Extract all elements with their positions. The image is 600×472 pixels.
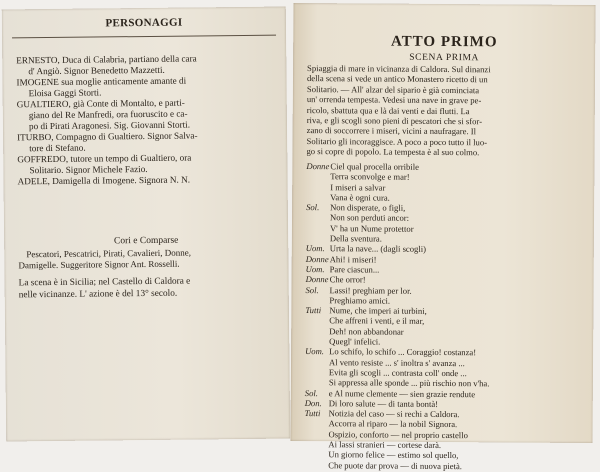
verse-line: Che orror!: [329, 274, 366, 285]
speaker-label: Uom.: [305, 264, 325, 275]
speaker-label: [305, 418, 329, 428]
stage-direction-line: Solitario. — All' alzar del sipario è già cominciata: [306, 83, 480, 96]
speaker-label: Donne: [306, 161, 330, 172]
verse-line: Della sventura.: [329, 233, 382, 244]
speaker-label: [306, 182, 330, 192]
cast-line: ADELE, Damigella di Imogene. Signora N. N.: [17, 174, 191, 187]
verse-line: Ai lassi stranieri — cortese darà.: [328, 439, 442, 451]
speaker-label: Donne: [305, 274, 329, 285]
speaker-label: Sol.: [306, 202, 320, 213]
cast-line: po di Pirati Aragonesi. Sig. Giovanni Storti.: [28, 119, 191, 132]
verse-line: Pare ciascun...: [329, 264, 380, 275]
stage-direction-line: Spiaggia di mare in vicinanza di Caldora. Sul dinanzi: [307, 63, 491, 75]
speaker-label: Uom.: [305, 346, 324, 357]
verse-line: Terra sconvolge e mar!: [330, 171, 410, 183]
dialogue-row: [304, 449, 489, 461]
scene-title: SCENA PRIMA: [409, 52, 480, 64]
verse-line: Lo schifo, lo schifo ... Coraggio! costanza!: [329, 346, 477, 358]
verse-line: Al vento resiste ... s' inoltra s' avanza ...: [328, 356, 465, 368]
cast-line: tore di Stefano.: [29, 142, 86, 154]
cast-line: ITURBO, Compagno di Gualtiero. Signor Salva-: [17, 130, 198, 143]
verse-line: Quegl' infelici.: [329, 336, 381, 347]
verse-line: I miseri a salvar: [330, 181, 386, 193]
speaker-label: Tutti: [304, 408, 321, 419]
chorus-line-2: Damigelle. Suggeritore Signor Ant. Rosselli.: [18, 258, 180, 271]
verse-line: V' ha un Nume protettor: [329, 222, 414, 234]
cast-line: giano del Re Manfredi, ora fuoruscito e ca-: [28, 108, 188, 121]
act-title: ATTO PRIMO: [390, 33, 498, 51]
speaker-label: [305, 336, 329, 346]
dialogue-row: [304, 460, 489, 472]
speaker-label: [306, 213, 330, 223]
heading-rule: [12, 35, 276, 39]
speaker-label: [305, 315, 329, 325]
dialogue-row: [306, 274, 491, 286]
speaker-label: [304, 439, 328, 449]
verse-line: Si appressa alle sponde ... più rischio non v'ha.: [328, 377, 490, 389]
verse-line: Vana è ogni cura.: [330, 192, 390, 203]
stage-direction-line: un' orrenda tempesta. Vedesi una nave in grave pe-: [306, 94, 482, 106]
setting-line-1: La scena è in Sicilia; nel Castello di Caldora e: [18, 276, 191, 289]
stage-direction-line: ricolo, sbattuta qua e là dai venti e dai flutti. La: [306, 104, 470, 116]
verse-line: Urta la nave... (dagli scogli): [329, 243, 427, 255]
verse-line: Che affreni i venti, e il mar,: [329, 315, 425, 327]
verse-line: Non disperate, o figli,: [330, 202, 406, 213]
verse-line: e Al nume clemente — sien grazie rendute: [328, 387, 476, 399]
verse-line: Ciel qual procella orribile: [330, 161, 419, 172]
speaker-label: [306, 171, 330, 181]
speaker-label: [305, 377, 329, 387]
cast-line: GUALTIERO, già Conte di Montalto, e parti-: [16, 97, 185, 110]
cast-line: IMOGENE sua moglie anticamente amante di: [16, 75, 187, 88]
cast-list: [16, 53, 198, 187]
dialogue-row: [305, 377, 490, 389]
chorus-heading: Cori e Comparse: [113, 235, 179, 247]
setting-line-2: nelle vicinanze. L' azione è del 13° secolo.: [18, 288, 178, 301]
stage-direction: [306, 63, 490, 158]
stage-direction-line: Solitario gli incoraggisce. A poco a poco tutto il luo-: [306, 135, 488, 148]
verse-line: Evita gli scogli ... contrasta coll' onde ...: [328, 367, 467, 379]
stage-direction-line: go si copre di popolo. La tempesta è al suo colmo.: [306, 146, 480, 158]
speaker-label: [304, 449, 328, 459]
speaker-label: Sol.: [304, 387, 318, 398]
verse-line: Notizia del caso — si rechi a Caldora.: [328, 408, 460, 420]
speaker-label: Don.: [304, 397, 322, 408]
dialogue-row: [306, 171, 491, 183]
verse-line: Ospizio, conforto — nel proprio castello: [328, 428, 468, 440]
verse-line: Preghiamo amici.: [329, 295, 391, 306]
speaker-label: [306, 192, 330, 202]
speaker-label: Sol.: [305, 284, 319, 295]
cast-line: Solitario. Signor Michele Fazio.: [29, 163, 148, 176]
verse-line: Accorra al riparo — la nobil Signora.: [328, 418, 458, 430]
cast-heading: PERSONAGGI: [105, 16, 183, 30]
verse-line: Di loro salute — di tanta bontà!: [328, 398, 439, 409]
cast-line: ERNESTO, Duca di Calabria, partiano della cara: [16, 53, 197, 66]
verse-line: Lassi! preghiam per lor.: [329, 284, 412, 296]
cast-line: Eloisa Gaggi Storti.: [28, 87, 102, 99]
speaker-label: Donne: [305, 253, 329, 264]
speaker-label: [306, 223, 330, 233]
speaker-label: [305, 357, 329, 367]
speaker-label: Uom.: [305, 243, 325, 254]
verse-line: Nume, che imperi ai turbini,: [329, 305, 427, 317]
dialogue-table: [304, 161, 491, 471]
speaker-label: [304, 460, 328, 470]
stage-direction-line: zano di soccorrere i miseri, vicini a naufragare. Il: [306, 125, 477, 137]
speaker-label: Tutti: [305, 305, 322, 316]
cast-line: d' Angiò. Signor Benedetto Mazzetti.: [28, 64, 165, 77]
stage-direction-line: riva, e gli scogli sono pieni di pescatori che si sfor-: [306, 115, 482, 127]
right-page: [290, 3, 595, 471]
speaker-label: [305, 295, 329, 305]
cast-line: GOFFREDO, tutore un tempo di Gualtiero, ora: [17, 152, 192, 165]
verse-line: Ahi! i miseri!: [329, 253, 377, 265]
speaker-label: [305, 326, 329, 336]
verse-line: Non son perduti ancor:: [329, 212, 410, 224]
verse-line: Deh! non abbandonar: [329, 325, 404, 337]
speaker-label: [304, 429, 328, 439]
stage-direction-line: della scena si vede un antico Monastero ricetto di un: [306, 73, 488, 85]
speaker-label: [306, 233, 330, 243]
left-page: [2, 7, 291, 442]
speaker-label: [305, 367, 329, 377]
chorus-line-1: Pescatori, Pescatrici, Pirati, Cavalieri, Donne,: [26, 247, 192, 260]
verse-line: Che puote dar prova — di nuova pietà.: [328, 459, 462, 471]
verse-line: Un giorno felice — estimo sol quello,: [328, 449, 459, 461]
